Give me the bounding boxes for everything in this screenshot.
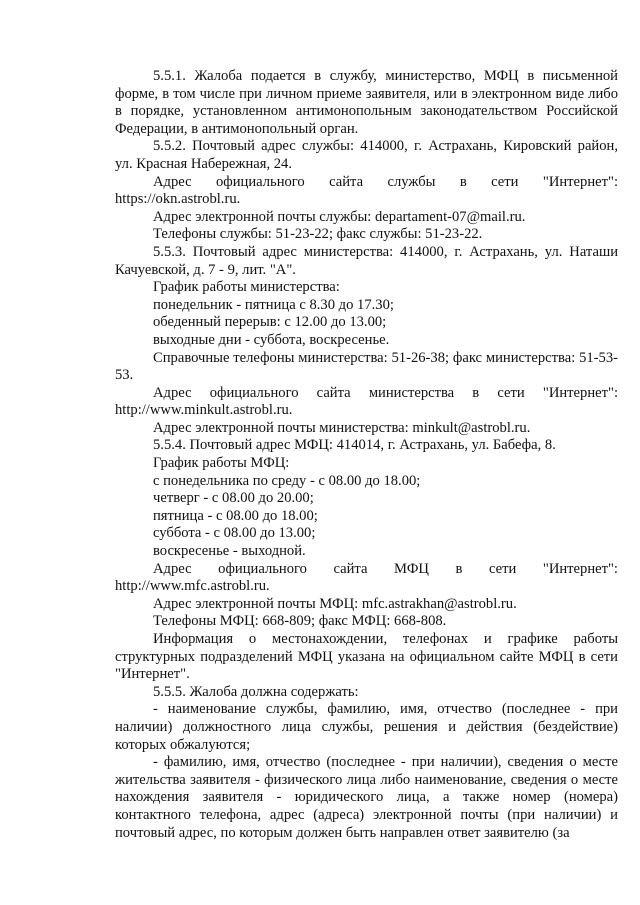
paragraph: с понедельника по среду - с 08.00 до 18.00; <box>153 472 421 489</box>
paragraph: Адрес официального сайта министерства в сети "Интернет": http://www.minkult.astrobl.ru. <box>115 384 618 419</box>
paragraph: понедельник - пятница с 8.30 до 17.30; <box>153 296 394 313</box>
paragraph: четверг - с 08.00 до 20.00; <box>153 490 314 507</box>
paragraph: Адрес электронной почты министерства: minkult@astrobl.ru. <box>153 419 531 436</box>
paragraph: Адрес официального сайта МФЦ в сети "Интернет": http://www.mfc.astrobl.ru. <box>115 560 618 595</box>
paragraph: 5.5.1. Жалоба подается в службу, министерство, МФЦ в письменной форме, в том числе при личном приеме заявителя, или в электронном виде либо в порядке, установленном антимонопольным законодательством Российской Федерации, в антимонопольный орган. <box>115 68 618 137</box>
paragraph: - наименование службы, фамилию, имя, отчество (последнее - при наличии) должностного лица службы, решения и действия (бездействие) которых обжалуются; <box>115 701 618 753</box>
paragraph: График работы министерства: <box>153 279 340 296</box>
paragraph: пятница - с 08.00 до 18.00; <box>153 507 318 524</box>
paragraph: Телефоны службы: 51-23-22; факс службы: 51-23-22. <box>153 226 483 243</box>
paragraph: 5.5.4. Почтовый адрес МФЦ: 414014, г. Астрахань, ул. Бабефа, 8. <box>153 437 556 454</box>
paragraph: суббота - с 08.00 до 13.00; <box>153 525 316 542</box>
paragraph: обеденный перерыв: с 12.00 до 13.00; <box>153 314 387 331</box>
paragraph: воскресенье - выходной. <box>153 543 306 560</box>
paragraph: Справочные телефоны министерства: 51-26-38; факс министерства: 51-53-53. <box>115 349 618 384</box>
paragraph: Информация о местонахождении, телефонах и графике работы структурных подразделений МФЦ указана на официальном сайте МФЦ в сети "Интернет". <box>115 631 618 683</box>
paragraph: Адрес электронной почты службы: departament-07@mail.ru. <box>153 208 526 225</box>
paragraph: выходные дни - суббота, воскресенье. <box>153 331 390 348</box>
paragraph: 5.5.5. Жалоба должна содержать: <box>153 683 359 700</box>
paragraph: - фамилию, имя, отчество (последнее - при наличии), сведения о месте жительства заявителя - физического лица либо наименование, сведения о месте нахождения заявителя - юридического лица, а также номер (номера) контактного телефона, адрес (адреса) электронной почты (при наличии) и почтовый адрес, по которым должен быть направлен ответ заявителю (за <box>115 754 618 841</box>
document-body <box>115 68 618 842</box>
paragraph: График работы МФЦ: <box>153 455 290 472</box>
paragraph: 5.5.2. Почтовый адрес службы: 414000, г. Астрахань, Кировский район, ул. Красная Набережная, 24. <box>115 138 618 172</box>
paragraph: Адрес электронной почты МФЦ: mfc.astrakhan@astrobl.ru. <box>153 595 517 612</box>
paragraph: 5.5.3. Почтовый адрес министерства: 414000, г. Астрахань, ул. Наташи Качуевской, д. 7 - 9, лит. "А". <box>115 243 618 278</box>
paragraph: Телефоны МФЦ: 668-809; факс МФЦ: 668-808. <box>153 613 447 630</box>
paragraph: Адрес официального сайта службы в сети "Интернет": https://okn.astrobl.ru. <box>115 173 618 208</box>
